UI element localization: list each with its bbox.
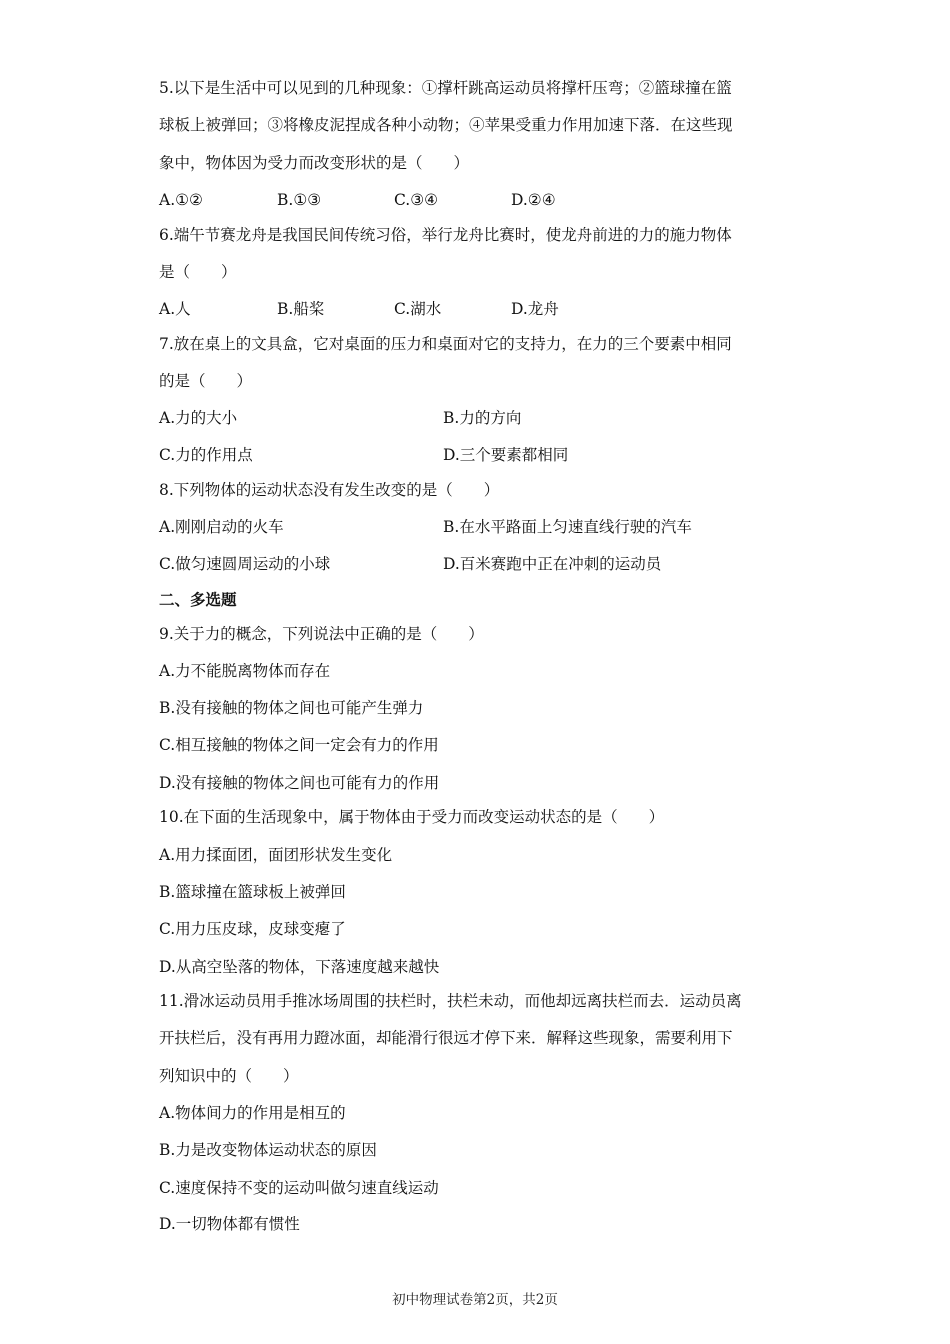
q6-stem-line-2: 是（ ） bbox=[159, 263, 237, 281]
q10-option-c: C.用力压皮球，皮球变瘪了 bbox=[159, 920, 346, 938]
q9-option-c: C.相互接触的物体之间一定会有力的作用 bbox=[159, 736, 439, 754]
q6-option-c: C.湖水 bbox=[394, 300, 442, 318]
q7-stem-line-2: 的是（ ） bbox=[159, 372, 253, 390]
q9-option-d: D.没有接触的物体之间也可能有力的作用 bbox=[159, 774, 440, 792]
q11-option-c: C.速度保持不变的运动叫做匀速直线运动 bbox=[159, 1179, 439, 1197]
q11-option-a: A.物体间力的作用是相互的 bbox=[159, 1104, 346, 1122]
q5-stem-line-2: 球板上被弹回；③将橡皮泥捏成各种小动物；④苹果受重力作用加速下落．在这些现 bbox=[159, 116, 733, 134]
q7-option-c: C.力的作用点 bbox=[159, 446, 253, 464]
q6-option-b: B.船桨 bbox=[277, 300, 325, 318]
q5-option-d: D.②④ bbox=[511, 191, 556, 209]
q9-option-a: A.力不能脱离物体而存在 bbox=[159, 662, 331, 680]
q5-stem-line-1: 5.以下是生活中可以见到的几种现象：①撑杆跳高运动员将撑杆压弯；②篮球撞在篮 bbox=[159, 79, 732, 97]
q9-stem-line-1: 9.关于力的概念，下列说法中正确的是（ ） bbox=[159, 625, 484, 643]
q11-stem-line-3: 列知识中的（ ） bbox=[159, 1067, 299, 1085]
q6-option-d: D.龙舟 bbox=[511, 300, 559, 318]
q7-option-b: B.力的方向 bbox=[443, 409, 522, 427]
q10-option-b: B.篮球撞在篮球板上被弹回 bbox=[159, 883, 346, 901]
q11-stem-line-2: 开扶栏后，没有再用力蹬冰面，却能滑行很远才停下来．解释这些现象，需要利用下 bbox=[159, 1029, 733, 1047]
q11-stem-line-1: 11.滑冰运动员用手推冰场周围的扶栏时，扶栏未动，而他却远离扶栏而去．运动员离 bbox=[159, 992, 742, 1010]
q5-option-a: A.①② bbox=[159, 191, 203, 209]
q10-stem-line-1: 10.在下面的生活现象中，属于物体由于受力而改变运动状态的是（ ） bbox=[159, 808, 665, 826]
page-footer: 初中物理试卷第2页，共2页 bbox=[392, 1292, 558, 1308]
section-heading-multiple-choice: 二、多选题 bbox=[159, 590, 237, 609]
q8-option-c: C.做匀速圆周运动的小球 bbox=[159, 555, 331, 573]
q8-stem-line-1: 8.下列物体的运动状态没有发生改变的是（ ） bbox=[159, 481, 500, 499]
q8-option-d: D.百米赛跑中正在冲刺的运动员 bbox=[443, 555, 662, 573]
q5-option-b: B.①③ bbox=[277, 191, 322, 209]
q8-option-b: B.在水平路面上匀速直线行驶的汽车 bbox=[443, 518, 692, 536]
q5-stem-line-3: 象中，物体因为受力而改变形状的是（ ） bbox=[159, 154, 470, 172]
q9-option-b: B.没有接触的物体之间也可能产生弹力 bbox=[159, 699, 424, 717]
q10-option-d: D.从高空坠落的物体，下落速度越来越快 bbox=[159, 958, 440, 976]
q7-option-d: D.三个要素都相同 bbox=[443, 446, 569, 464]
q6-option-a: A.人 bbox=[159, 300, 191, 318]
q11-option-b: B.力是改变物体运动状态的原因 bbox=[159, 1141, 377, 1159]
q7-stem-line-1: 7.放在桌上的文具盒，它对桌面的压力和桌面对它的支持力，在力的三个要素中相同 bbox=[159, 335, 732, 353]
q11-option-d: D.一切物体都有惯性 bbox=[159, 1215, 300, 1233]
q7-option-a: A.力的大小 bbox=[159, 409, 238, 427]
q10-option-a: A.用力揉面团，面团形状发生变化 bbox=[159, 846, 393, 864]
q6-stem-line-1: 6.端午节赛龙舟是我国民间传统习俗，举行龙舟比赛时，使龙舟前进的力的施力物体 bbox=[159, 226, 732, 244]
q8-option-a: A.刚刚启动的火车 bbox=[159, 518, 284, 536]
q5-option-c: C.③④ bbox=[394, 191, 439, 209]
